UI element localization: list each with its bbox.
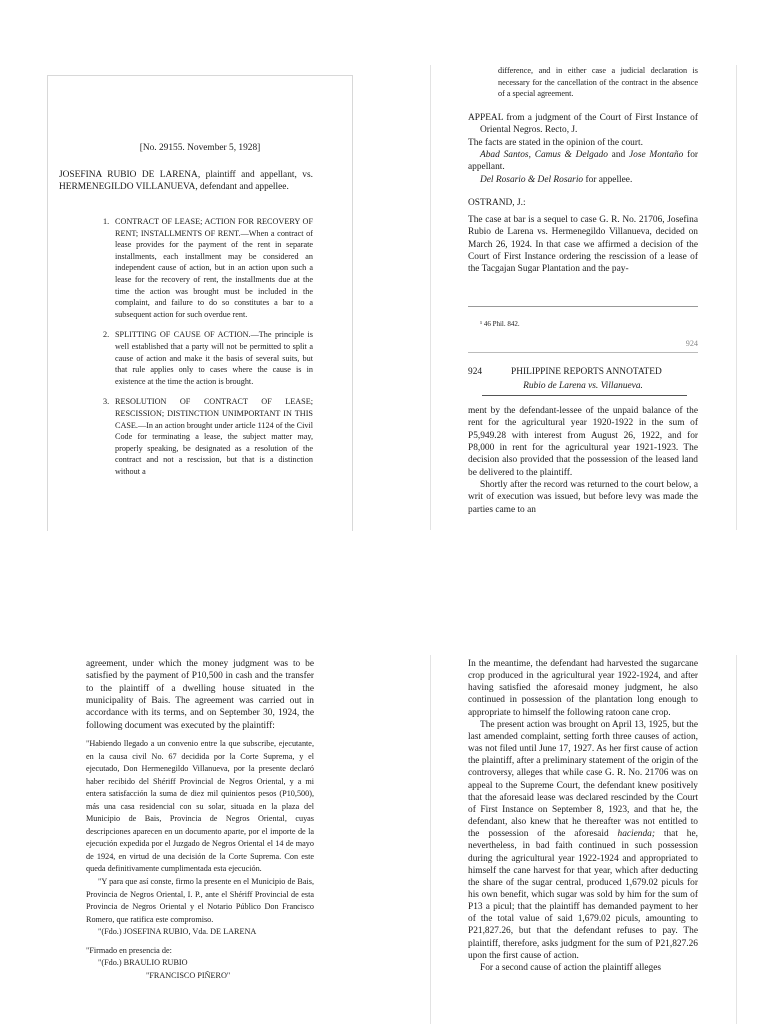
page-four xyxy=(86,658,314,1024)
running-head: PHILIPPINE REPORTS ANNOTATED xyxy=(511,367,662,377)
footnote: ¹ 46 Phil. 842. xyxy=(480,320,520,328)
syllabus-item: 2. SPLITTING OF CAUSE OF ACTION.—The principle is well established that a party will not be permitted to split a cause of action and make it the basis of several suits, but that rule applies only to cases where the cause is in existence at the time the action is brought. xyxy=(103,330,313,386)
page-edge-line xyxy=(430,655,431,1024)
signature-line: "(Fdo.) JOSEFINA RUBIO, Vda. DE LARENA xyxy=(98,927,257,937)
syllabus-heading: CONTRACT OF LEASE; ACTION FOR RECOVERY OF RENT; INSTALLMENTS OF RENT. xyxy=(115,217,313,238)
case-parties: JOSEFINA RUBIO DE LARENA, plaintiff and appellant, vs. HERMENEGILDO VILLANUEVA, defendant and appellee. xyxy=(59,170,313,193)
opinion-text: The case at bar is a sequel to case G. R. No. 21706, Josefina Rubio de Larena vs. Hermenegildo Villanueva, decided on March 26, 1924. In that case we affirmed a decision of the Court of First Instance ordering the rescission of a lease of the Tacgajan Sugar Plantation and the pay- xyxy=(468,215,698,275)
case-number: [No. 29155. November 5, 1928] xyxy=(139,143,261,153)
page-three xyxy=(468,365,698,530)
syllabus-text: —The principle is well established that a party will not be permitted to split a cause of action and make it the basis of several suits, but that rule applies only to cases where the cause is in existence at the time the action is brought. xyxy=(115,330,313,386)
judge-name: OSTRAND, J.: xyxy=(468,198,526,208)
header-rule xyxy=(482,395,687,396)
body-text: agreement, under which the money judgment was to be satisfied by the payment of P10,500 in cash and the transfer to the plaintiff of a dwelling house situated in the municipality of Bais. The agreement was carried out in accordance with its terms, and on September 30, 1924, the following document was executed by the plaintiff: xyxy=(86,659,314,731)
page-number: 924 xyxy=(685,339,698,348)
witness-line: "(Fdo.) BRAULIO RUBIO xyxy=(98,958,188,968)
witness-label: "Firmado en presencia de: xyxy=(86,945,172,955)
syllabus-heading: SPLITTING OF CAUSE OF ACTION. xyxy=(115,330,251,340)
appeal-line: APPEAL from a judgment of the Court of First Instance of Oriental Negros. Recto, J. The facts are stated in the opinion of the court. Abad Santos, Camus & Delgado and Jose Montaño for appellant. Del Rosario & Del Rosario for appellee. xyxy=(468,113,699,185)
body-text: ment by the defendant-lessee of the unpaid balance of the rent for the agricultural year 1920-1922 in the sum of P5,949.28 with interest from August 26, 1922, and for P8,000 in rent for the agricultural year 1921-1923. The decision also provided that the possession of the leased land be delivered to the plaintiff. Shortly after the record was returned to the court below, a writ of execution was issued, but before levy was made the parties came to an xyxy=(468,406,698,515)
syllabus-text: —When a contract of lease provides for the payment of the rent in separate installments, each installment may be considered an independent cause of action, but in an action upon such a lease for the recovery of rent, the installments due at the time the action was brought must be included in the complaint, and failure to do so constitutes a bar to a subsequent action for such overdue rent. xyxy=(115,228,313,319)
page-edge-line xyxy=(430,65,431,530)
page-edge-line xyxy=(736,655,737,1024)
spanish-quote: "Habiendo llegado a un convenio entre la que subscribe, ejecutante, en la causa civil No. 67 decidida por la Corte Suprema, y el ejecutado, Don Hermenegildo Villanueva, por la presente declaró haber recibido del Shériff Provincial de Negros Oriental, y a mi entera satisfacción la suma de diez mil quinientos pesos (P10,500), más una casa residencial con su solar, situada en la plaza del Municipio de Bais, Provincia de Negros Oriental, cuyas descripciones aparecen en un documento aparte, por el importe de la ejecución expedida por el Juzgado de Negros Oriental el 14 de mayo de 1924, en virtud de una decisión de la Corte Suprema. Con este queda definitivamente cumplimentada esta ejecución. "Y para que así conste, firmo la presente en el Municipio de Bais, Provincia de Negros Oriental, I. P., ante el Shériff Provincial de esta Provincia de Negros Oriental y el Notario Público Don Francisco Romero, que ratifica este compromiso. "(Fdo.) JOSEFINA RUBIO, Vda. DE LARENA "Firmado en presencia de: "(Fdo.) BRAULIO RUBIO "FRANCISCO PIÑERO" xyxy=(86,738,314,982)
page-two xyxy=(468,65,698,355)
page-divider xyxy=(468,352,698,353)
case-caption: Rubio de Larena vs. Villanueva. xyxy=(523,381,643,391)
page-one xyxy=(47,75,353,531)
syllabus-text: —In an action brought under article 1124 of the Civil Code for terminating a lease, the subject matter may, properly speaking, be designated as a resolution of the contract and not a rescission, but that is a distinction without a xyxy=(115,420,313,476)
header-page-number: 924 xyxy=(468,367,483,377)
page-five xyxy=(468,658,698,1024)
syllabus-list xyxy=(103,216,313,477)
page-edge-line xyxy=(736,65,737,530)
syllabus-item: 1. CONTRACT OF LEASE; ACTION FOR RECOVERY OF RENT; INSTALLMENTS OF RENT.—When a contract of lease provides for the payment of the rent in separate installments, each installment may be considered an independent cause of action, but in an action upon such a lease for the recovery of rent, the installments due at the time the action was brought must be included in the complaint, and failure to do so constitutes a bar to a subsequent action for such overdue rent. xyxy=(103,217,313,319)
syllabus-heading: RESOLUTION OF CONTRACT OF LEASE; RESCISSION; DISTINCTION UNIMPORTANT IN THIS CASE. xyxy=(115,397,313,430)
footnote-rule xyxy=(468,306,698,307)
syllabus-continuation: difference, and in either case a judicial declaration is necessary for the cancellation of the contract in the absence of a special agreement. xyxy=(498,66,698,99)
witness-line: "FRANCISCO PIÑERO" xyxy=(146,970,231,980)
body-text: In the meantime, the defendant had harvested the sugarcane crop produced in the agricultural year 1922-1924, and after having satisfied the aforesaid money judgment, he also continued in possession of the plantation long enough to appropriate to himself the following ratoon cane crop. The present action was brought on April 13, 1925, but the last amended complaint, setting forth three causes of action, was not filed until June 17, 1927. As her first cause of action the plaintiff, after a preliminary statement of the origin of the controversy, alleges that while case G. R. No. 21706 was on appeal to the Supreme Court, the defendant knew positively that the aforesaid lease was declared rescinded by the Court of First Instance on September 8, 1923, and that he, the defendant, also knew that he thereafter was not entitled to the possession of the aforesaid hacienda; that he, nevertheless, in bad faith continued in such possession during the agricultural year 1922-1924 and appropriated to himself the cane harvest for that year, which after deducting the share of the sugar central, produced 1,679.02 piculs for his own benefit, which sugar was sold by him for the sum of P13 a picul; that the plaintiff has demanded payment to her of the total value of said 1,679.02 piculs, amounting to P21,827.26, but that the defendant refuses to pay. The plaintiff, therefore, asks judgment for the sum of P21,827.26 upon the first cause of action. For a second cause of action the plaintiff alleges xyxy=(468,659,698,973)
syllabus-item: 3. RESOLUTION OF CONTRACT OF LEASE; RESCISSION; DISTINCTION UNIMPORTANT IN THIS CASE.—In an action brought under article 1124 of the Civil Code for terminating a lease, the subject matter may, properly speaking, be designated as a resolution of the contract and not a rescission, but that is a distinction without a xyxy=(103,397,313,476)
syllabus xyxy=(103,216,313,486)
